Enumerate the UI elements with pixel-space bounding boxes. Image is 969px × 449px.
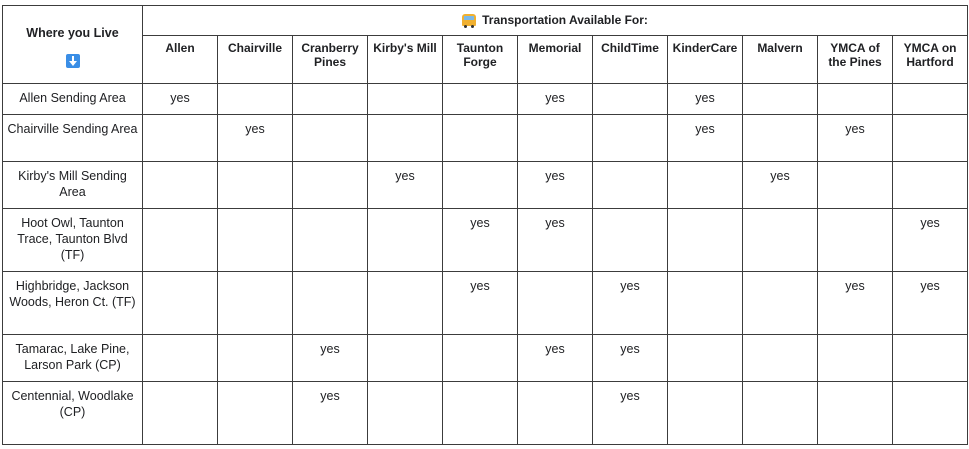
area-cell: Centennial, Woodlake (CP): [3, 382, 143, 445]
availability-cell: [893, 115, 968, 162]
availability-cell: yes: [668, 115, 743, 162]
availability-cell: [443, 84, 518, 115]
availability-cell: [143, 382, 218, 445]
column-header: ChildTime: [593, 36, 668, 84]
bus-icon: [462, 14, 476, 26]
availability-cell: [893, 162, 968, 209]
availability-cell: [293, 272, 368, 335]
availability-cell: [593, 115, 668, 162]
availability-cell: [293, 84, 368, 115]
availability-cell: yes: [893, 272, 968, 335]
availability-cell: [668, 382, 743, 445]
availability-cell: yes: [593, 272, 668, 335]
down-arrow-icon: [66, 54, 80, 68]
area-cell: Kirby's Mill Sending Area: [3, 162, 143, 209]
area-cell: Chairville Sending Area: [3, 115, 143, 162]
column-header: YMCA of the Pines: [818, 36, 893, 84]
availability-cell: [293, 162, 368, 209]
availability-cell: [818, 162, 893, 209]
availability-cell: [518, 115, 593, 162]
availability-cell: [893, 84, 968, 115]
availability-cell: [743, 115, 818, 162]
availability-cell: yes: [518, 335, 593, 382]
availability-cell: yes: [293, 382, 368, 445]
availability-cell: [368, 272, 443, 335]
availability-cell: yes: [518, 209, 593, 272]
table-row: [3, 162, 968, 209]
column-header: KinderCare: [668, 36, 743, 84]
availability-cell: [743, 335, 818, 382]
availability-cell: yes: [443, 272, 518, 335]
availability-cell: [818, 209, 893, 272]
area-cell: Tamarac, Lake Pine, Larson Park (CP): [3, 335, 143, 382]
availability-cell: [443, 335, 518, 382]
area-cell: Allen Sending Area: [3, 84, 143, 115]
availability-cell: [818, 382, 893, 445]
availability-cell: [668, 209, 743, 272]
availability-cell: [218, 272, 293, 335]
availability-cell: [743, 382, 818, 445]
availability-cell: yes: [518, 84, 593, 115]
availability-cell: [668, 162, 743, 209]
availability-cell: [443, 162, 518, 209]
availability-cell: [893, 335, 968, 382]
column-header: YMCA on Hartford: [893, 36, 968, 84]
transportation-header: [143, 6, 968, 36]
availability-cell: [593, 84, 668, 115]
column-header: Allen: [143, 36, 218, 84]
availability-cell: [143, 209, 218, 272]
availability-cell: [368, 382, 443, 445]
area-cell: Highbridge, Jackson Woods, Heron Ct. (TF): [3, 272, 143, 335]
availability-cell: yes: [518, 162, 593, 209]
column-header: Cranberry Pines: [293, 36, 368, 84]
availability-cell: [293, 115, 368, 162]
availability-cell: [143, 162, 218, 209]
availability-cell: [668, 272, 743, 335]
table-row: [3, 115, 968, 162]
availability-cell: [443, 382, 518, 445]
availability-cell: [368, 335, 443, 382]
availability-cell: yes: [143, 84, 218, 115]
availability-cell: yes: [293, 335, 368, 382]
availability-cell: [743, 209, 818, 272]
availability-cell: [218, 162, 293, 209]
column-header-row: [3, 36, 968, 84]
availability-cell: [143, 272, 218, 335]
column-header: Chairville: [218, 36, 293, 84]
availability-cell: [218, 382, 293, 445]
where-you-live-label: Where you Live: [26, 25, 119, 40]
availability-cell: [218, 335, 293, 382]
column-header: Memorial: [518, 36, 593, 84]
area-cell: Hoot Owl, Taunton Trace, Taunton Blvd (TF): [3, 209, 143, 272]
transportation-title: Transportation Available For:: [482, 12, 648, 27]
availability-cell: [743, 272, 818, 335]
availability-cell: [668, 335, 743, 382]
availability-cell: [293, 209, 368, 272]
availability-cell: [818, 84, 893, 115]
table-row: [3, 382, 968, 445]
availability-cell: [593, 209, 668, 272]
availability-cell: [818, 335, 893, 382]
availability-cell: [368, 84, 443, 115]
availability-cell: yes: [218, 115, 293, 162]
availability-cell: [743, 84, 818, 115]
availability-cell: yes: [668, 84, 743, 115]
availability-cell: yes: [743, 162, 818, 209]
availability-cell: [593, 162, 668, 209]
where-you-live-header: [3, 6, 143, 84]
availability-cell: yes: [593, 382, 668, 445]
availability-cell: [368, 115, 443, 162]
table-body: [3, 84, 968, 445]
availability-cell: [893, 382, 968, 445]
availability-cell: [143, 115, 218, 162]
availability-cell: yes: [893, 209, 968, 272]
column-header: Malvern: [743, 36, 818, 84]
table-row: [3, 84, 968, 115]
availability-cell: yes: [818, 115, 893, 162]
table-row: [3, 335, 968, 382]
availability-cell: [218, 84, 293, 115]
availability-cell: [518, 272, 593, 335]
table-row: [3, 272, 968, 335]
column-header: Kirby's Mill: [368, 36, 443, 84]
table-row: [3, 209, 968, 272]
availability-cell: yes: [443, 209, 518, 272]
availability-cell: [368, 209, 443, 272]
availability-cell: [143, 335, 218, 382]
availability-cell: yes: [593, 335, 668, 382]
transportation-table: [2, 5, 968, 445]
availability-cell: [518, 382, 593, 445]
availability-cell: [443, 115, 518, 162]
header-row-top: [3, 6, 968, 36]
column-header: Taunton Forge: [443, 36, 518, 84]
availability-cell: [218, 209, 293, 272]
availability-cell: yes: [368, 162, 443, 209]
availability-cell: yes: [818, 272, 893, 335]
